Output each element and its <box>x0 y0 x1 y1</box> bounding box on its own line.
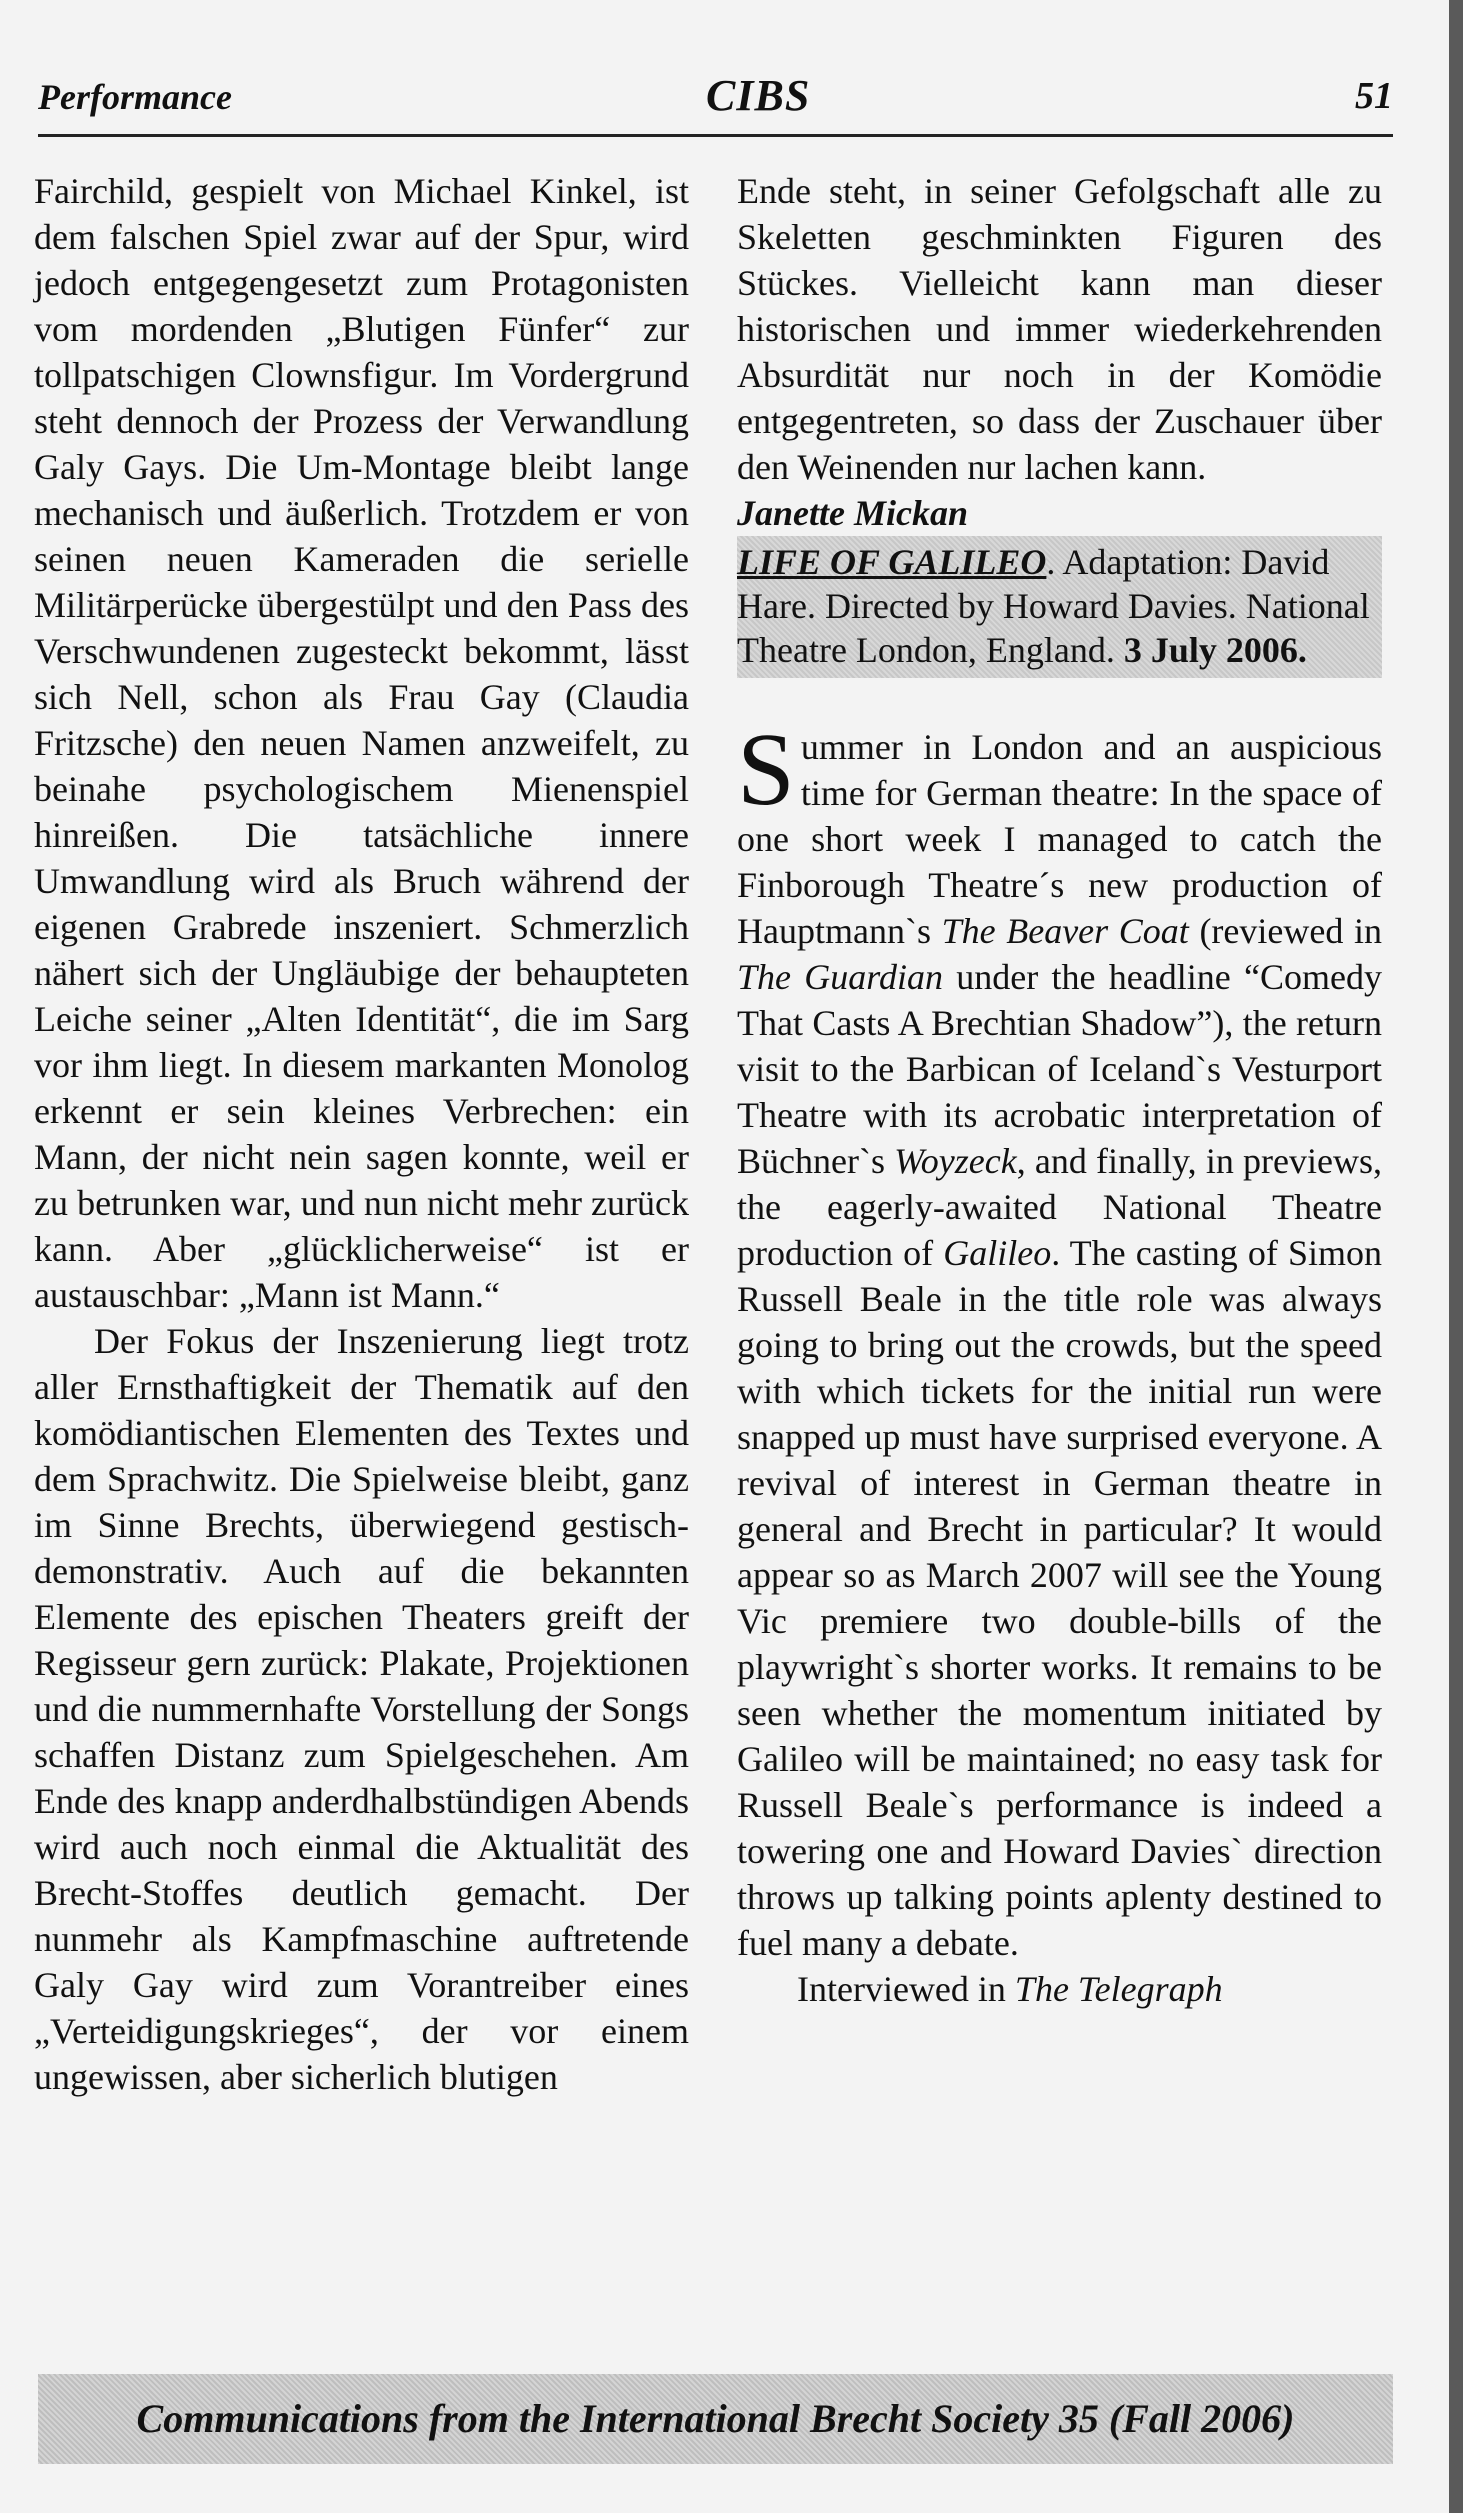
journal-title: CIBS <box>706 71 811 120</box>
page-header <box>38 64 1393 137</box>
review-text-3: under the headline “Comedy That Casts A Brechtian Shadow”), the return visit to the Barbican of Iceland`s Vesturport Theatre with its acrobatic interpretation of Büchner`s <box>737 957 1382 1181</box>
production-date: 3 July 2006. <box>1123 630 1307 670</box>
right-column <box>737 168 1382 2012</box>
review-paragraph-2 <box>737 1966 1382 2012</box>
page-edge <box>1449 0 1463 2513</box>
work-title-guardian: The Guardian <box>737 957 943 997</box>
review-text-5: . The casting of Simon Russell Beale in the title role was always going to bring out the crowds, but the speed with which tickets for the initial run were snapped up must have surprised everyone. A revival of interest in German theatre in general and Brecht in particular? It would appear so as March 2007 will see the Young Vic premiere two double-bills of the playwright`s shorter works. It remains to be seen whether the momentum initiated by Galileo will be maintained; no easy task for Russell Beale`s performance is indeed a towering one and Howard Davies` direction throws up talking points aplenty destined to fuel many a debate. <box>737 1233 1382 1963</box>
review-paragraph-1 <box>737 712 1382 1966</box>
work-title-telegraph: The Telegraph <box>1014 1969 1223 2009</box>
work-title-woyzeck: Woyzeck <box>894 1141 1017 1181</box>
section-title: Performance <box>38 77 232 117</box>
production-info-box <box>737 536 1382 678</box>
production-details: . Adaptation: David Hare. Directed by Howard Davies. National Theatre London, England. <box>737 542 1370 670</box>
production-title: LIFE OF GALILEO <box>737 542 1047 582</box>
left-paragraph-2: Der Fokus der Inszenierung liegt trotz aller Ernsthaftigkeit der Thematik auf den komödiantischen Elementen des Textes und dem Sprachwitz. Die Spielweise bleibt, ganz im Sinne Brechts, überwiegend gestisch-demonstrativ. Auch auf die bekannten Elemente des epischen Theaters greift der Regisseur gern zurück: Plakate, Projektionen und die nummernhafte Vorstellung der Songs schaffen Distanz zum Spielgeschehen. Am Ende des knapp anderdhalbstündigen Abends wird auch noch einmal die Aktualität des Brecht-Stoffes deutlich gemacht. Der nunmehr als Kampfmaschine auftretende Galy Gay wird zum Vorantreiber eines „Verteidigungskrieges“, der vor einem ungewissen, aber sicherlich blutigen <box>34 1321 689 2097</box>
work-title-galileo: Galileo <box>943 1233 1052 1273</box>
continuation-paragraph: Ende steht, in seiner Gefolgschaft alle zu Skeletten geschminkten Figuren des Stückes. Vielleicht kann man dieser historischen und immer wiederkehrenden Absurdität nur noch in der Komödie entgegentreten, so dass der Zuschauer über den Weinenden nur lachen kann. <box>737 171 1382 487</box>
drop-cap: S <box>737 712 795 827</box>
left-column <box>34 168 689 2100</box>
footer-band <box>38 2374 1393 2464</box>
review-text-2: (reviewed in <box>1188 911 1382 951</box>
left-paragraph-1: Fairchild, gespielt von Michael Kinkel, ist dem falschen Spiel zwar auf der Spur, wird jedoch entgegengesetzt zum Protagonisten vom mordenden „Blutigen Fünfer“ zur tollpatschigen Clownsfigur. Im Vordergrund steht dennoch der Prozess der Verwandlung Galy Gays. Die Um-Montage bleibt lange mechanisch und äußerlich. Trotzdem er von seinen neuen Kameraden die serielle Militärperücke übergestülpt und den Pass des Verschwundenen zugesteckt bekommt, lässt sich Nell, schon als Frau Gay (Claudia Fritzsche) den neuen Namen anzweifelt, zu beinahe psychologischem Mienenspiel hinreißen. Die tatsächliche innere Umwandlung wird als Bruch während der eigenen Grabrede inszeniert. Schmerzlich nähert sich der Ungläubige der behaupteten Leiche seiner „Alten Identität“, die im Sarg vor ihm liegt. In diesem markanten Monolog erkennt er sein kleines Verbrechen: ein Mann, der nicht nein sagen konnte, weil er zu betrunken war, und nun nicht mehr zurück kann. Aber „glücklicherweise“ ist er austauschbar: „Mann ist Mann.“ <box>34 171 689 1315</box>
review-text-6: Interviewed in <box>797 1969 1015 2009</box>
review-text-4: , and finally, in previews, the eagerly-awaited National Theatre production of <box>737 1141 1382 1273</box>
footer-text: Communications from the International Brecht Society 35 (Fall 2006) <box>136 2396 1295 2441</box>
work-title-beaver-coat: The Beaver Coat <box>941 911 1189 951</box>
review-text-1: ummer in London and an auspicious time for German theatre: In the space of one short week I managed to catch the Finborough Theatre´s new production of Hauptmann`s <box>737 727 1382 951</box>
review-author: Janette Mickan <box>737 493 968 533</box>
page-number: 51 <box>1355 75 1393 117</box>
